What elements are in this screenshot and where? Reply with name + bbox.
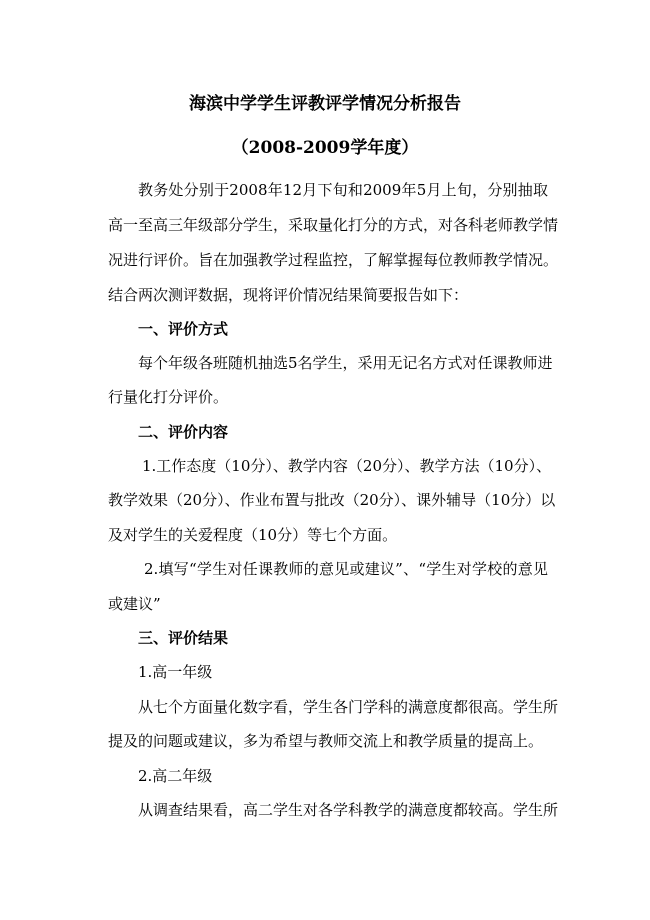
paragraph-line: 教学效果（20分）、作业布置与批改（20分）、课外辅导（10分）以 <box>108 491 556 509</box>
intro-line: 高一至高三年级部分学生，采取量化打分的方式，对各科老师教学情 <box>108 216 559 234</box>
section-heading: 二、评价内容 <box>138 423 229 441</box>
section-heading: 一、评价方式 <box>138 320 229 338</box>
paragraph-line: 及对学生的关爱程度（10分）等七个方面。 <box>108 526 398 544</box>
intro-line: 教务处分别于2008年12月下旬和2009年5月上旬，分别抽取 <box>138 181 548 199</box>
paragraph-line: 提及的问题或建议，多为希望与教师交流上和教学质量的提高上。 <box>108 732 544 750</box>
paragraph-line: 或建议” <box>108 595 161 613</box>
subsection-label: 1.高一年级 <box>138 663 213 681</box>
paragraph-line: 2.填写“学生对任课教师的意见或建议”、“学生对学校的意见 <box>144 560 548 578</box>
section-heading: 三、评价结果 <box>138 629 229 647</box>
paragraph-line: 从调查结果看，高二学生对各学科教学的满意度都较高。学生所 <box>138 801 559 819</box>
document-subtitle: （2008-2009学年度） <box>231 138 419 158</box>
paragraph-line: 每个年级各班随机抽选5名学生，采用无记名方式对任课教师进 <box>138 354 553 372</box>
subsection-label: 2.高二年级 <box>138 767 213 785</box>
intro-line: 况进行评价。旨在加强教学过程监控，了解掌握每位教师教学情况。 <box>108 251 559 269</box>
paragraph-line: 行量化打分评价。 <box>108 388 229 406</box>
intro-line: 结合两次测评数据，现将评价情况结果简要报告如下： <box>108 286 469 304</box>
paragraph-line: 从七个方面量化数字看，学生各门学科的满意度都很高。学生所 <box>138 698 559 716</box>
paragraph-line: 1.工作态度（10分）、教学内容（20分）、教学方法（10分）、 <box>142 457 552 475</box>
document-title: 海滨中学学生评教评学情况分析报告 <box>189 94 461 114</box>
